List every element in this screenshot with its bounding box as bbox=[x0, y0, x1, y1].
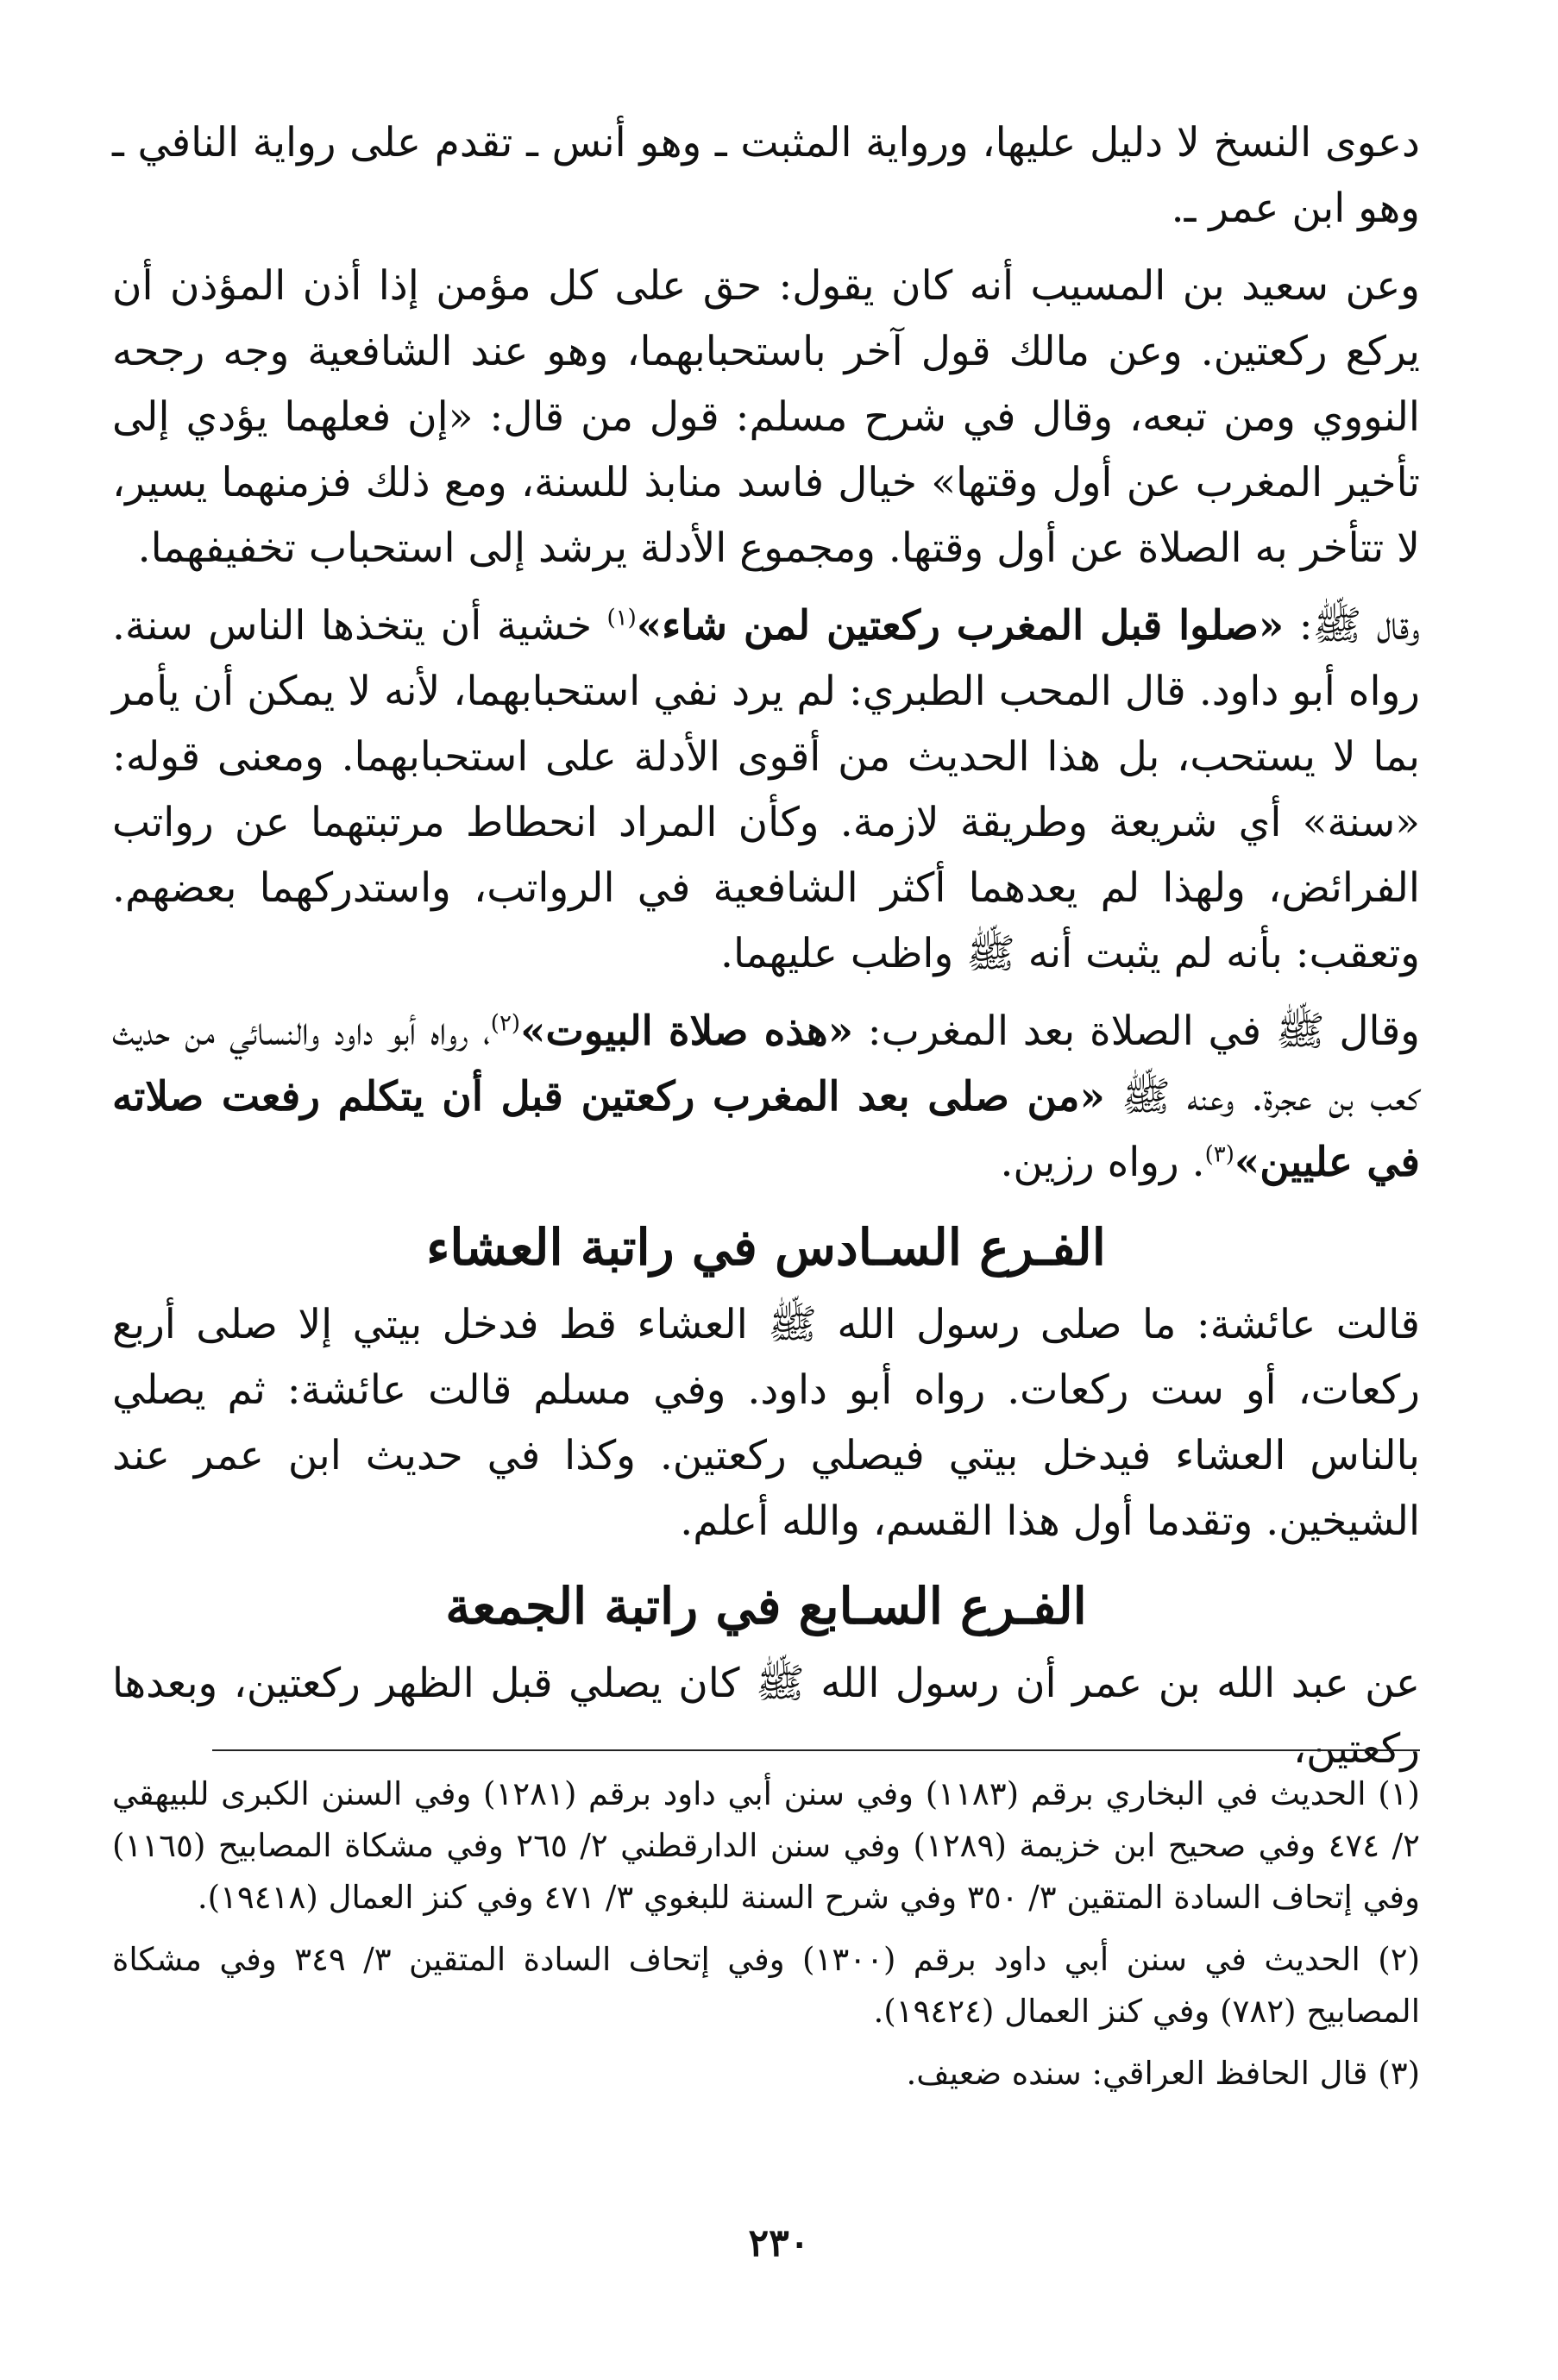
paragraph-3 bbox=[112, 593, 1420, 987]
paragraph-3-rest: خشية أن يتخذها الناس سنة. رواه أبو داود. قال المحب الطبري: لم يرد نفي استحبابهما، لأنه لا يمكن أن يأمر بما لا يستحب، بل هذا الحديث من أقوى الأدلة على استحبابهما. ومعنى قوله: «سنة» أي شريعة وطريقة لازمة. وكأن المراد انحطاط مرتبتهما عن رواتب الفرائض، ولهذا لم يعدهما أكثر الشافعية في الرواتب، واستدركهما بعضهم. وتعقب: بأنه لم يثبت أنه ﷺ واظب عليهما. bbox=[112, 602, 1420, 977]
paragraph-4-intro: وقال ﷺ في الصلاة بعد المغرب: bbox=[853, 1008, 1420, 1055]
footnotes bbox=[112, 1768, 1420, 2110]
section-heading-isha: الفـرع السـادس في راتبة العشاء bbox=[426, 1218, 1106, 1277]
hadith-quote-2: «هذه صلاة البيوت» bbox=[520, 1008, 854, 1055]
body-text bbox=[112, 110, 1420, 1794]
footnote-ref-3: (٣) bbox=[1204, 1141, 1234, 1168]
paragraph-4-middle: ، رواه أبو داود والنسائي من حديث كعب بن عجرة. وعنه ﷺ bbox=[112, 1008, 1420, 1121]
hadith-quote-1: «صلوا قبل المغرب ركعتين لمن شاء» bbox=[636, 602, 1285, 650]
hadith-quote-3: «من صلى بعد المغرب ركعتين قبل أن يتكلم رفعت صلاته في عليين» bbox=[112, 1073, 1420, 1186]
paragraph-1: دعوى النسخ لا دليل عليها، ورواية المثبت ـ وهو أنس ـ تقدم على رواية النافي ـ وهو ابن عمر ـ. bbox=[112, 119, 1420, 232]
paragraph-3-intro: وقال ﷺ: bbox=[1284, 602, 1420, 650]
paragraph-4-end: . رواه رزين. bbox=[1000, 1139, 1205, 1186]
page-number: ٢٣٠ bbox=[748, 2221, 810, 2265]
footnote-ref-2: (٢) bbox=[490, 1010, 521, 1037]
paragraph-4 bbox=[112, 999, 1420, 1196]
footnote-3: (٣) قال الحافظ العراقي: سنده ضعيف. bbox=[906, 2055, 1420, 2092]
section-heading-jumuah: الفـرع السـابع في راتبة الجمعة bbox=[445, 1577, 1087, 1636]
paragraph-2: وعن سعيد بن المسيب أنه كان يقول: حق على كل مؤمن إذا أذن المؤذن أن يركع ركعتين. وعن مالك قول آخر باستحبابهما، وهو عند الشافعية وجه رجحه النووي ومن تبعه، وقال في شرح مسلم: قول من قال: «إن فعلهما يؤدي إلى تأخير المغرب عن أول وقتها» خيال فاسد منابذ للسنة، ومع ذلك فزمنهما يسير، لا تتأخر به الصلاة عن أول وقتها. ومجموع الأدلة يرشد إلى استحباب تخفيفهما. bbox=[112, 262, 1420, 572]
footnote-separator bbox=[212, 1749, 1420, 1751]
footnote-1: (١) الحديث في البخاري برقم (١١٨٣) وفي سنن أبي داود برقم (١٢٨١) وفي السنن الكبرى للبيهقي ٢/ ٤٧٤ وفي صحيح ابن خزيمة (١٢٨٩) وفي سنن الدارقطني ٢/ ٢٦٥ وفي مشكاة المصابيح (١١٦٥) وفي إتحاف السادة المتقين ٣/ ٣٥٠ وفي شرح السنة للبغوي ٣/ ٤٧١ وفي كنز العمال (١٩٤١٨). bbox=[112, 1775, 1421, 1916]
footnote-ref-1: (١) bbox=[606, 605, 637, 631]
footnote-2: (٢) الحديث في سنن أبي داود برقم (١٣٠٠) وفي إتحاف السادة المتقين ٣/ ٣٤٩ وفي مشكاة المصابيح (٧٨٢) وفي كنز العمال (١٩٤٢٤). bbox=[112, 1941, 1420, 2030]
paragraph-6: عن عبد الله بن عمر أن رسول الله ﷺ كان يصلي قبل الظهر ركعتين، وبعدها ركعتين، bbox=[112, 1660, 1420, 1773]
paragraph-5: قالت عائشة: ما صلى رسول الله ﷺ العشاء قط فدخل بيتي إلا صلى أربع ركعات، أو ست ركعات. رواه أبو داود. وفي مسلم قالت عائشة: ثم يصلي بالناس العشاء فيدخل بيتي فيصلي ركعتين. وكذا في حديث ابن عمر عند الشيخين. وتقدما أول هذا القسم، والله أعلم. bbox=[112, 1301, 1420, 1545]
